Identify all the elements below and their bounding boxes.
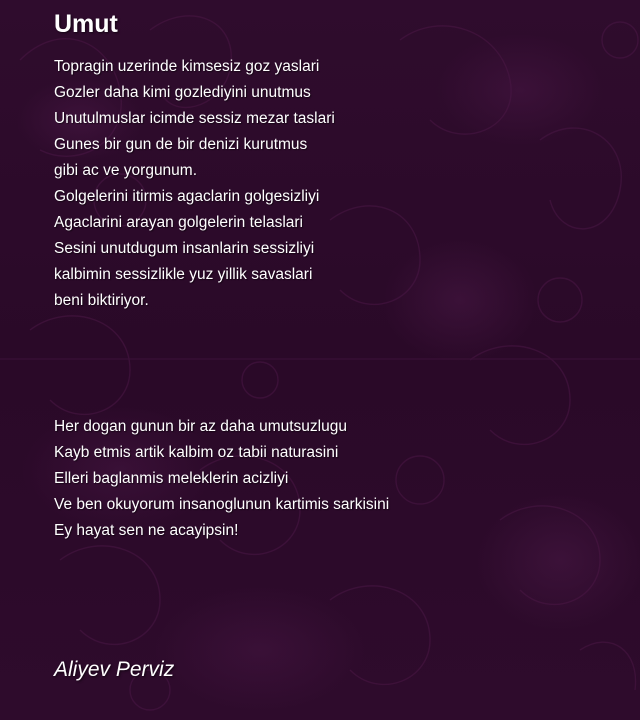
poem-line: Ve ben okuyorum insanoglunun kartimis sarkisini (54, 496, 390, 513)
poem-line: gibi ac ve yorgunum. (54, 162, 198, 179)
poem-line: Elleri baglanmis meleklerin acizliyi (54, 470, 289, 487)
poem-line: Gunes bir gun de bir denizi kurutmus (54, 136, 308, 153)
poem-line: Kayb etmis artik kalbim oz tabii naturasini (54, 444, 339, 461)
poem-title: Umut (54, 10, 118, 38)
poem-line: Her dogan gunun bir az daha umutsuzlugu (54, 418, 347, 435)
poem-line: Topragin uzerinde kimsesiz goz yaslari (54, 58, 320, 75)
poem-line: Agaclarini arayan golgelerin telaslari (54, 214, 303, 231)
poem-line: beni biktiriyor. (54, 292, 149, 309)
poem-line: Ey hayat sen ne acayipsin! (54, 522, 239, 539)
stanza-2 (54, 414, 389, 544)
poem-author: Aliyev Perviz (54, 658, 175, 681)
poem-line: Golgelerini itirmis agaclarin golgesizliyi (54, 188, 320, 205)
poem-line: Unutulmuslar icimde sessiz mezar taslari (54, 110, 335, 127)
poem-line: Sesini unutdugum insanlarin sessizliyi (54, 240, 315, 257)
stanza-1 (54, 54, 335, 314)
poem-line: kalbimin sessizlikle yuz yillik savaslari (54, 266, 313, 283)
poem-line: Gozler daha kimi gozlediyini unutmus (54, 84, 311, 101)
